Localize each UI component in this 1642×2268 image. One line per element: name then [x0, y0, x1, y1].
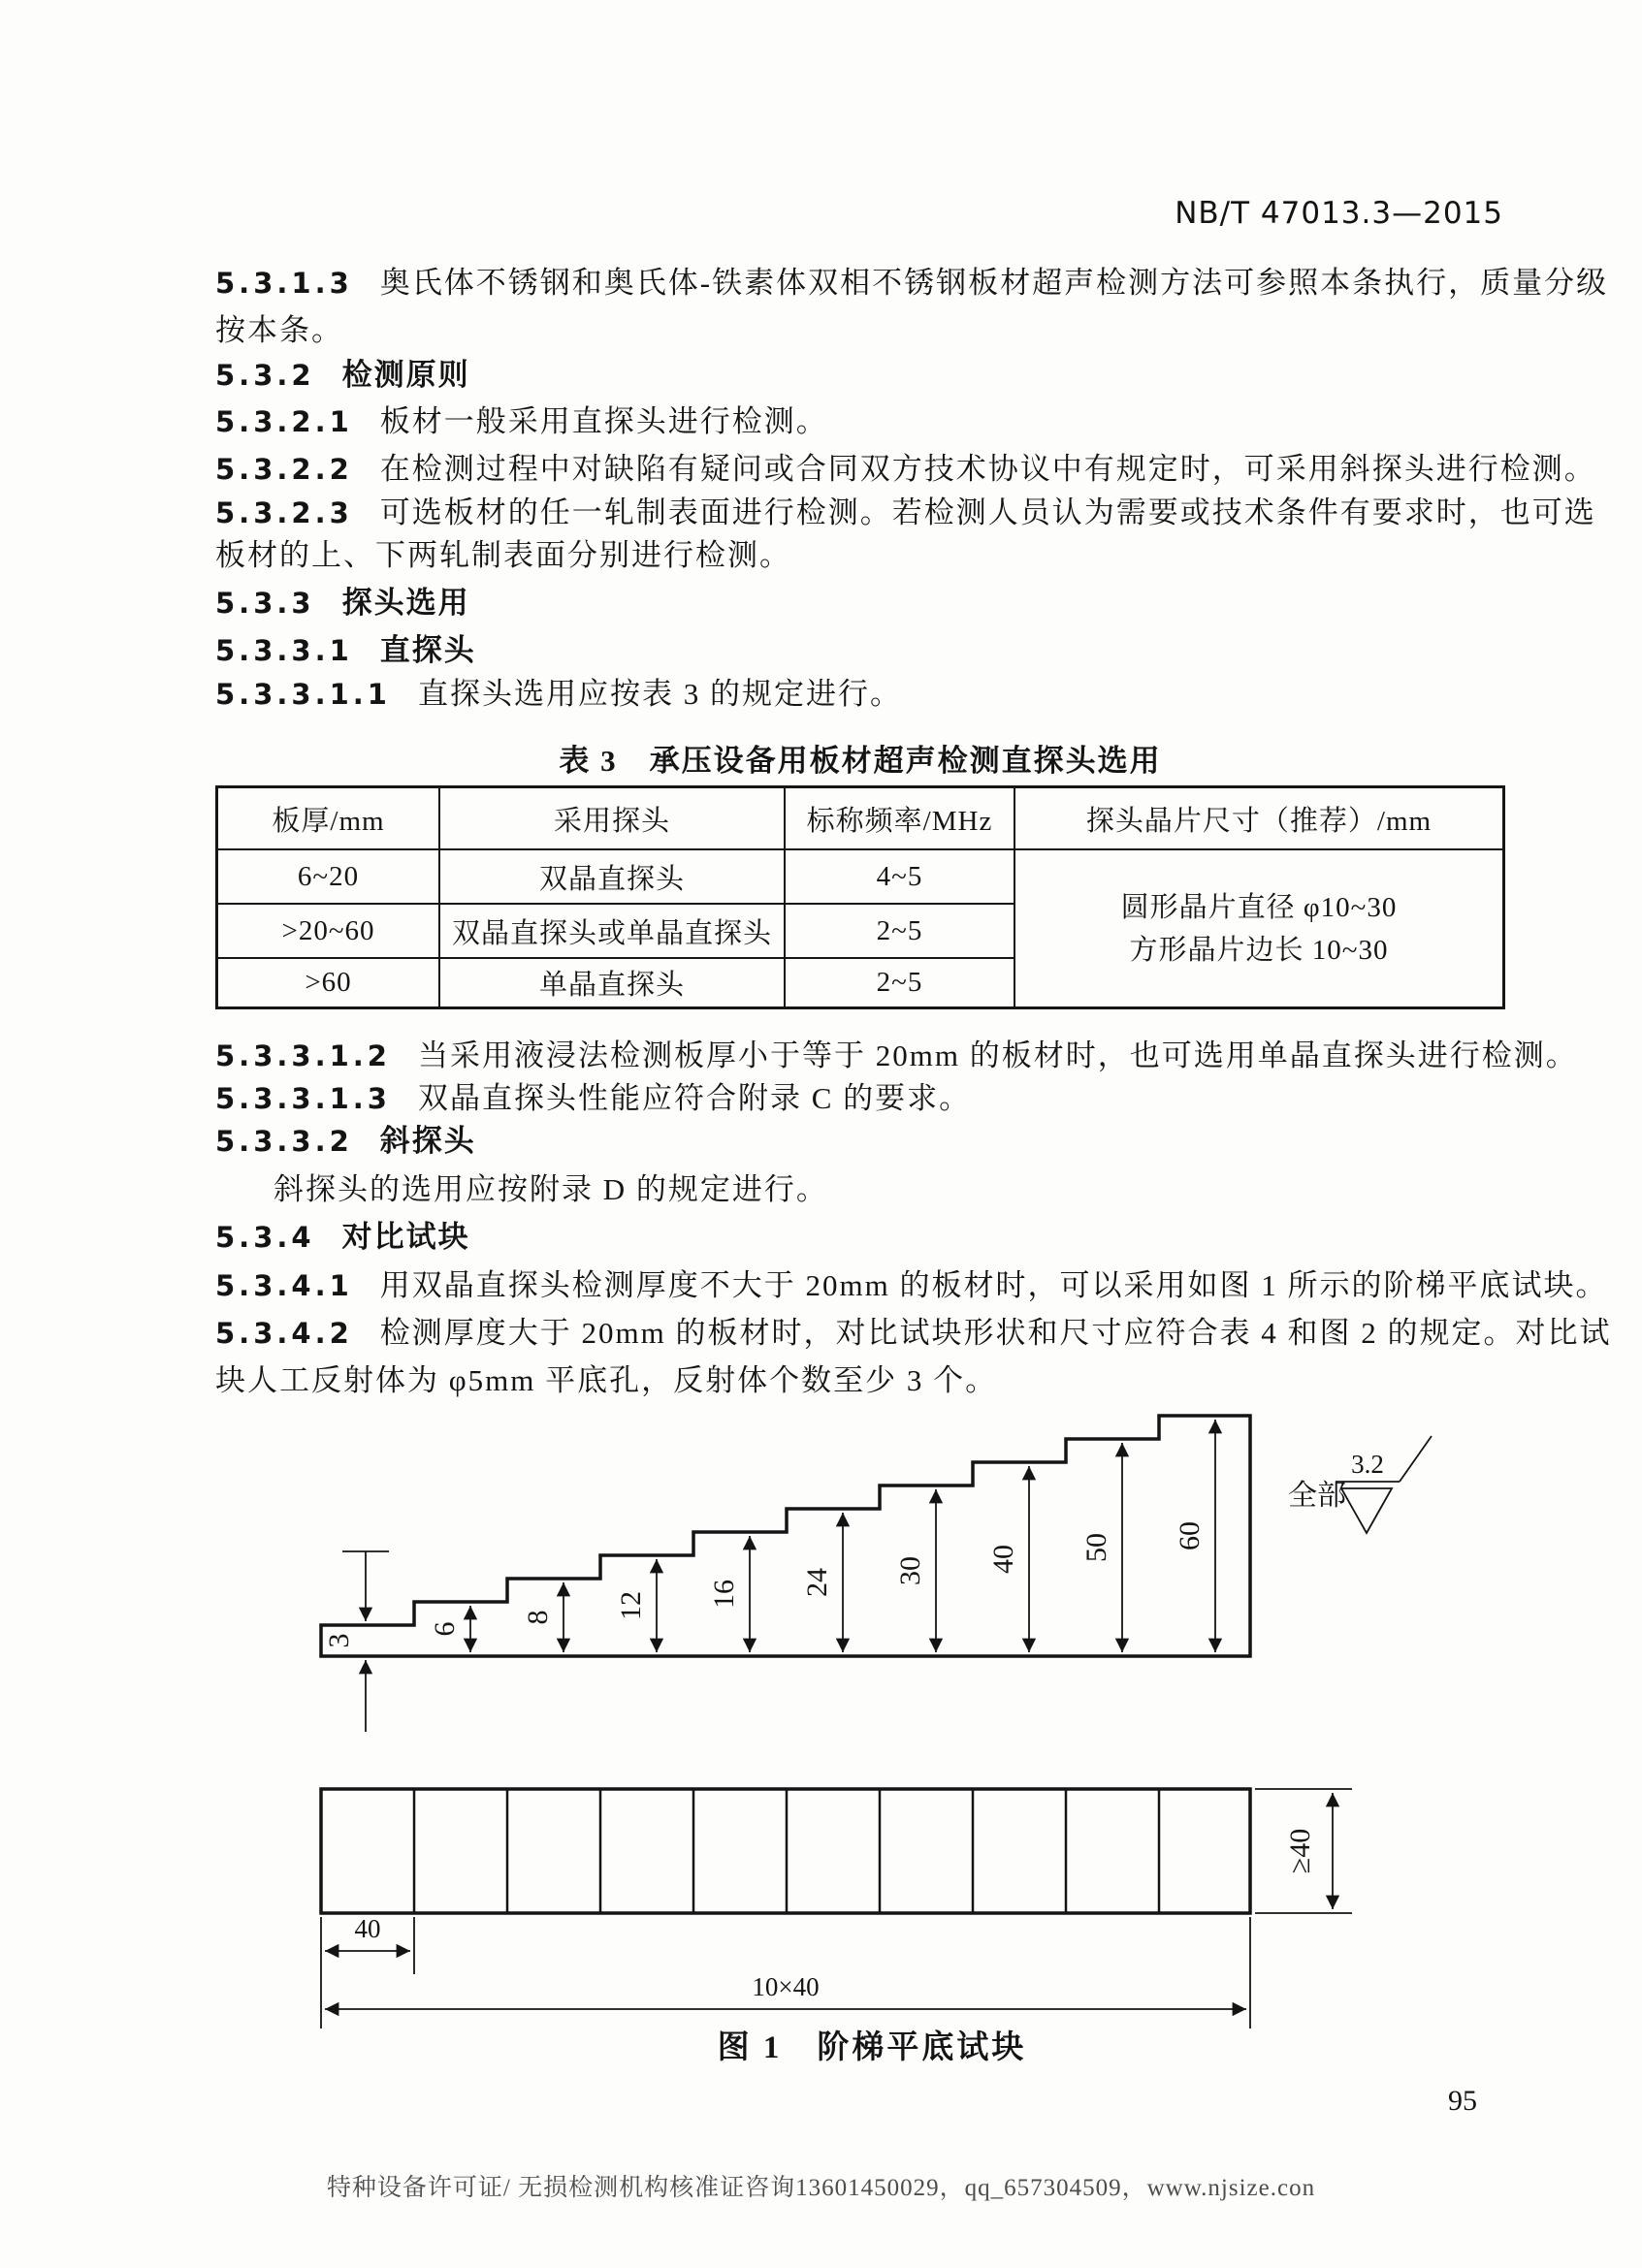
- clause-text: 按本条。: [215, 313, 343, 347]
- dimension-label: ≥40: [1284, 1828, 1316, 1874]
- clause-line: [215, 449, 1596, 490]
- dimension-block-width: [1255, 1789, 1352, 1913]
- dimension-total-length: [325, 1917, 1250, 2028]
- dimension-label: 60: [1174, 1521, 1206, 1550]
- clause-text: 双晶直探头性能应符合附录 C 的要求。: [417, 1081, 972, 1115]
- dimension-label: 40: [987, 1545, 1019, 1574]
- merged-cell-line: 方形晶片边长 10~30: [1129, 934, 1389, 966]
- clause-number: 5.3.4.1: [215, 1269, 353, 1302]
- clause-number: 5.3.2.3: [215, 496, 353, 529]
- dimension-label: 30: [894, 1556, 926, 1585]
- table3-cell: >20~60: [218, 903, 438, 957]
- clause-text: 在检测过程中对缺陷有疑问或合同双方技术协议中有规定时，可采用斜探头进行检测。: [379, 452, 1596, 486]
- table3-header-cell: 采用探头: [438, 788, 784, 848]
- clause-text: 板材一般采用直探头进行检测。: [379, 404, 828, 438]
- clause-text: 直探头: [379, 633, 476, 667]
- surface-roughness-value: 3.2: [1351, 1450, 1384, 1479]
- dimension-label: 8: [522, 1610, 554, 1625]
- clause-heading: [215, 1121, 1515, 1162]
- clause-line: [215, 1265, 1608, 1306]
- dimension-label: 24: [801, 1568, 833, 1597]
- dimension-label: 6: [429, 1621, 461, 1637]
- figure1-drawing: [272, 1396, 1474, 2094]
- figure1: [272, 1396, 1474, 2094]
- dimension-label: 12: [615, 1591, 647, 1620]
- clause-line: [215, 1360, 1515, 1401]
- table3-cell: >60: [218, 957, 438, 1006]
- clause-line: [215, 493, 1596, 533]
- clause-text: 对比试块: [341, 1220, 470, 1254]
- clause-number: 5.3.1.3: [215, 267, 353, 300]
- clause-number: 5.3.3.1: [215, 634, 353, 667]
- clause-line: [215, 1078, 1515, 1119]
- clause-heading: [215, 583, 1515, 623]
- dimension-label: 3: [323, 1633, 355, 1648]
- table3-cell: 双晶直探头: [438, 848, 784, 903]
- footer-note: 特种设备许可证/ 无损检测机构核准证咨询13601450029，qq_657304509，www.njsize.con: [326, 2175, 1316, 2201]
- clause-line: [215, 1036, 1578, 1076]
- dimension-step-12: [615, 1559, 657, 1652]
- table3-header-cell: 板厚/mm: [272, 805, 385, 837]
- clause-number: 5.3.4.2: [215, 1317, 353, 1350]
- page-number: 95: [1448, 2085, 1477, 2117]
- dimension-step-40: [987, 1466, 1029, 1652]
- surface-finish-symbol: [1288, 1436, 1432, 1533]
- dimension-step-50: [1080, 1443, 1122, 1652]
- clause-number: 5.3.3.1.3: [215, 1082, 391, 1115]
- clause-text: 检测厚度大于 20mm 的板材时，对比试块形状和尺寸应符合表 4 和图 2 的规定。对比试: [379, 1316, 1612, 1350]
- table3-cell: 2~5: [784, 957, 1014, 1006]
- clause-line: [215, 310, 1515, 351]
- surface-note-label: 全部: [1288, 1480, 1346, 1512]
- dimension-step-8: [522, 1582, 563, 1652]
- dimension-step-width: [321, 1914, 414, 2028]
- clause-number: 5.3.3: [215, 587, 315, 620]
- clause-text: 块人工反射体为 φ5mm 平底孔，反射体个数至少 3 个。: [215, 1363, 998, 1397]
- plan-view-dividers: [414, 1789, 1159, 1913]
- table3: [215, 785, 1505, 1009]
- table3-cell: 4~5: [784, 848, 1014, 903]
- clause-line: [215, 263, 1609, 303]
- table3-cell: 双晶直探头或单晶直探头: [438, 903, 784, 957]
- dimension-label: 10×40: [752, 1972, 820, 2001]
- clause-line: [215, 1169, 1573, 1210]
- table3-merged-cell: [1014, 848, 1502, 1006]
- clause-number: 5.3.3.1.1: [215, 678, 391, 711]
- roughness-triangle-icon: [1341, 1488, 1392, 1533]
- clause-text: 当采用液浸法检测板厚小于等于 20mm 的板材时，也可选用单晶直探头进行检测。: [417, 1038, 1578, 1072]
- clause-line: [215, 535, 1515, 576]
- dimension-step-3: [323, 1551, 389, 1732]
- clause-heading: [215, 630, 1515, 671]
- clause-line: [215, 674, 1515, 715]
- dimension-step-60: [1174, 1420, 1215, 1652]
- clause-number: 5.3.3.2: [215, 1125, 353, 1158]
- dimension-step-6: [429, 1606, 470, 1652]
- clause-text: 探头选用: [341, 586, 470, 620]
- clause-heading: [215, 1217, 1515, 1258]
- merged-cell-line: 圆形晶片直径 φ10~30: [1120, 891, 1398, 923]
- table3-title: 表 3 承压设备用板材超声检测直探头选用: [559, 744, 1162, 778]
- dimension-step-30: [894, 1489, 936, 1652]
- clause-text: 板材的上、下两轧制表面分别进行检测。: [215, 538, 791, 572]
- clause-number: 5.3.4: [215, 1221, 315, 1254]
- clause-heading: [215, 355, 1515, 396]
- dimension-label: 40: [354, 1914, 381, 1943]
- table3-cell: 2~5: [784, 903, 1014, 957]
- clause-number: 5.3.2.1: [215, 405, 353, 438]
- table3-cell: 6~20: [218, 848, 438, 903]
- doc-number: NB/T 47013.3—2015: [1175, 196, 1503, 231]
- clause-number: 5.3.2: [215, 359, 315, 392]
- table3-header-cell: 标称频率/MHz: [784, 788, 1014, 848]
- clause-text: 用双晶直探头检测厚度不大于 20mm 的板材时，可以采用如图 1 所示的阶梯平底试块。: [379, 1268, 1608, 1302]
- table3-header-cell: 探头晶片尺寸（推荐）/mm: [1014, 788, 1502, 848]
- clause-number: 5.3.2.2: [215, 453, 353, 486]
- table3-cell: 单晶直探头: [438, 957, 784, 1006]
- dimension-step-24: [801, 1513, 843, 1652]
- clause-text: 斜探头的选用应按附录 D 的规定进行。: [274, 1172, 828, 1206]
- figure1-caption: 图 1 阶梯平底试块: [717, 2030, 1027, 2065]
- clause-text: 奥氏体不锈钢和奥氏体-铁素体双相不锈钢板材超声检测方法可参照本条执行，质量分级: [379, 266, 1609, 300]
- dimension-label: 16: [708, 1580, 740, 1609]
- clause-text: 直探头选用应按表 3 的规定进行。: [417, 677, 902, 711]
- clause-line: [215, 1313, 1612, 1354]
- clause-text: 检测原则: [341, 358, 470, 392]
- dimension-step-16: [708, 1536, 750, 1652]
- clause-line: [215, 401, 1515, 442]
- clause-number: 5.3.3.1.2: [215, 1039, 391, 1072]
- clause-text: 斜探头: [379, 1124, 476, 1158]
- dimension-label: 50: [1080, 1533, 1112, 1562]
- clause-text: 可选板材的任一轧制表面进行检测。若检测人员认为需要或技术条件有要求时，也可选: [379, 495, 1596, 529]
